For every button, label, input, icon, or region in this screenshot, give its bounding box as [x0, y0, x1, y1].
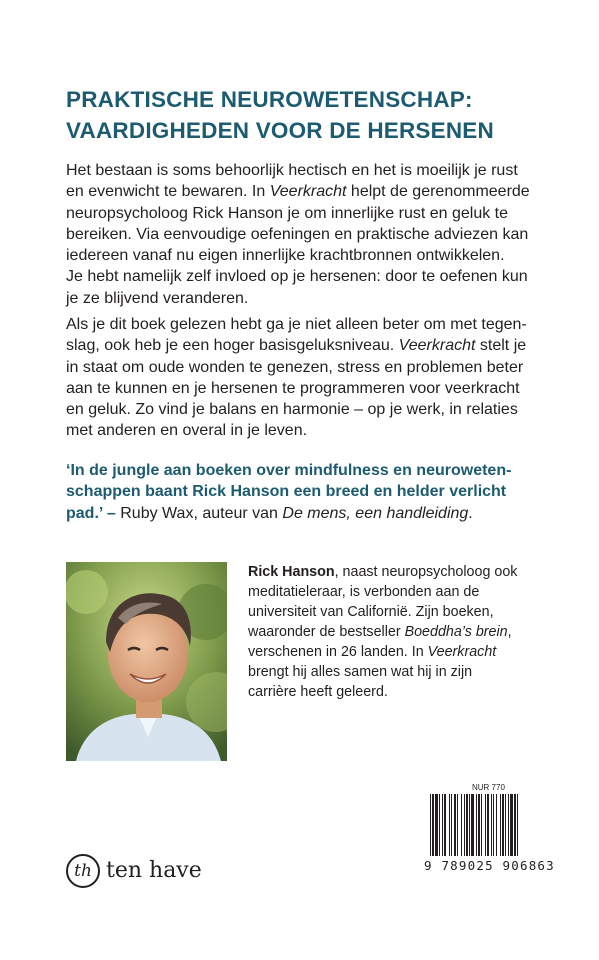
quote-line: pad.’ – Ruby Wax, auteur van De mens, een handleiding.: [66, 504, 473, 522]
barcode-bar: [454, 794, 456, 856]
endorsement-quote: [66, 460, 546, 524]
barcode-bar: [481, 794, 482, 856]
text-line: Je hebt namelijk zelf invloed op je hersenen: door te oefenen kun: [66, 268, 528, 286]
description-paragraph-2: [66, 314, 546, 442]
text-line: neuropsycholoog Rick Hanson je om innerlijke rust en geluk te: [66, 204, 509, 222]
bio-line: brengt hij alles samen wat hij in zijn: [248, 664, 473, 680]
barcode-bar: [461, 794, 462, 856]
bio-line: Rick Hanson, naast neuropsycholoog ook: [248, 564, 518, 580]
publisher-logo: [66, 850, 216, 896]
nur-code: NUR 770: [472, 783, 505, 792]
barcode-bar: [449, 794, 450, 856]
barcode-bar: [505, 794, 506, 856]
description-paragraph-1: [66, 160, 546, 309]
barcode-bar: [432, 794, 434, 856]
text-line: Als je dit boek gelezen hebt ga je niet alleen beter om met tegen-: [66, 316, 527, 333]
barcode-bar: [502, 794, 504, 856]
barcode-bar: [487, 794, 489, 856]
bio-line: carrière heeft geleerd.: [248, 684, 388, 700]
barcode-bar: [517, 794, 518, 856]
barcode-bar: [469, 794, 470, 856]
barcode-block: [412, 783, 555, 883]
barcode-bar: [471, 794, 474, 856]
barcode: [430, 794, 548, 856]
text-line: bereiken. Via eenvoudige oefeningen en praktische adviezen kan: [66, 225, 529, 243]
barcode-bar: [514, 794, 516, 856]
bio-line: universiteit van Californië. Zijn boeken,: [248, 604, 494, 620]
bio-line: meditatieleraar, is verbonden aan de: [248, 584, 480, 600]
title-line-2: VAARDIGHEDEN VOOR DE HERSENEN: [66, 118, 494, 143]
bio-line: waaronder de bestseller Boeddha’s brein,: [248, 624, 512, 640]
text-line: in staat om oude wonden te genezen, stress en problemen beter: [66, 358, 524, 376]
barcode-bar: [476, 794, 477, 856]
barcode-bar: [439, 794, 440, 856]
quoted-book-title: De mens, een handleiding: [282, 504, 469, 522]
quote-line: ‘In de jungle aan boeken over mindfulness en neuroweten-: [66, 462, 512, 479]
barcode-bar: [496, 794, 497, 856]
barcode-bar: [510, 794, 513, 856]
barcode-bar: [457, 794, 458, 856]
text-line: je ze blijvend veranderen.: [66, 289, 249, 307]
text-line: met anderen en overal in je leven.: [66, 422, 308, 440]
barcode-bar: [508, 794, 509, 856]
isbn-number: 9 789025 906863: [424, 858, 555, 873]
barcode-bar: [478, 794, 480, 856]
barcode-bar: [493, 794, 494, 856]
bio-line: verschenen in 26 landen. In Veerkracht: [248, 644, 497, 660]
book-title: Veerkracht: [398, 337, 476, 355]
text-line: iedereen vanaf nu eigen innerlijke krachtbronnen ontwikkelen.: [66, 247, 505, 265]
text-line: en geluk. Zo vind je balans en harmonie – op je werk, in relaties: [66, 401, 518, 419]
book-title: Veerkracht: [269, 183, 347, 201]
barcode-bar: [464, 794, 465, 856]
text-line: Het bestaan is soms behoorlijk hectisch en het is moeilijk je rust: [66, 162, 518, 179]
barcode-bar: [435, 794, 438, 856]
author-name: Rick Hanson: [248, 564, 335, 580]
barcode-bar: [491, 794, 492, 856]
barcode-bar: [451, 794, 452, 856]
barcode-bar: [466, 794, 468, 856]
barcode-bar: [500, 794, 501, 856]
barcode-bar: [444, 794, 446, 856]
quote-line: schappen baant Rick Hanson een breed en helder verlicht: [66, 483, 507, 501]
barcode-bar: [485, 794, 486, 856]
author-photo: [66, 562, 227, 761]
title-line-1: PRAKTISCHE NEUROWETENSCHAP:: [66, 87, 473, 112]
text-line: aan te kunnen en je hersenen te programmeren voor veerkracht: [66, 379, 520, 397]
text-line: en evenwicht te bewaren. In Veerkracht helpt de gerenommeerde: [66, 183, 530, 201]
publisher-name: ten have: [106, 858, 202, 883]
back-cover-title: [66, 84, 566, 146]
publisher-mark-icon: th: [66, 854, 100, 888]
barcode-bar: [430, 794, 431, 856]
text-line: slag, ook heb je een hoger basisgeluksniveau. Veerkracht stelt je: [66, 337, 527, 355]
author-bio: [248, 562, 548, 702]
barcode-bar: [442, 794, 443, 856]
